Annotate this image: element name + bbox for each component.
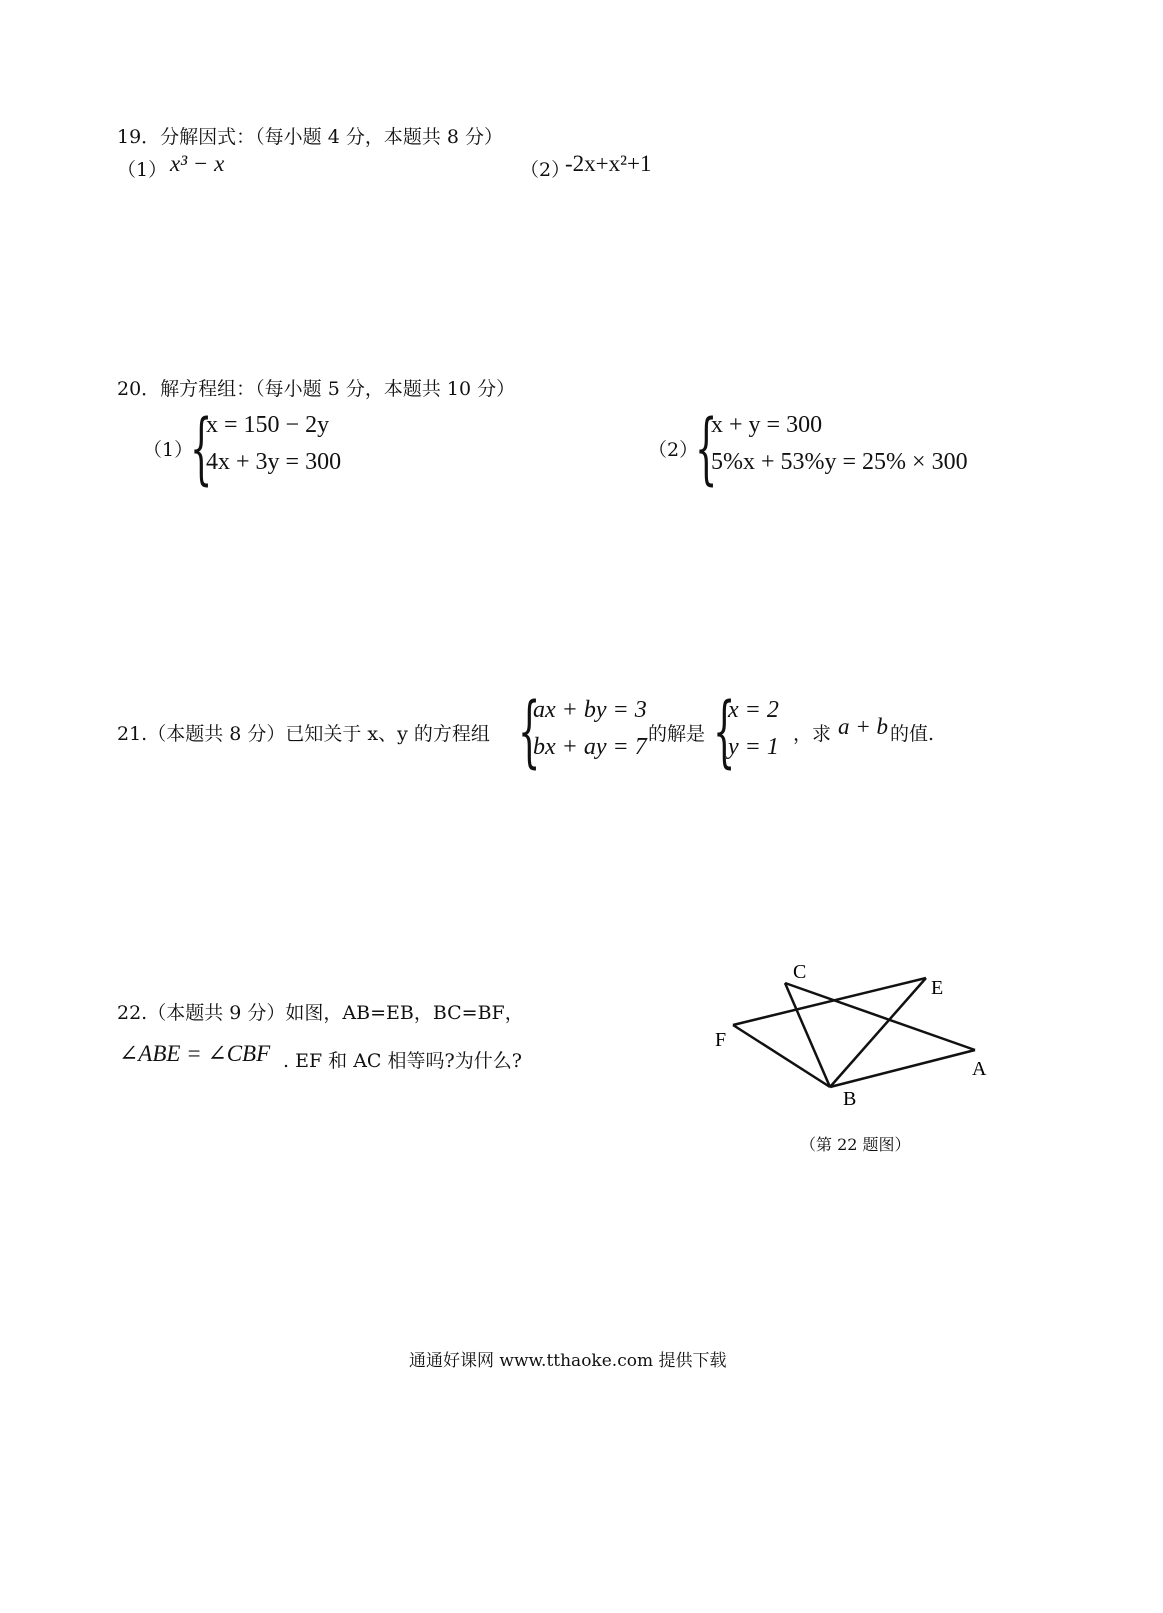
- q21-suffix-expression: a + b: [838, 714, 889, 739]
- q22-question: . EF 和 AC 相等吗?为什么?: [283, 1050, 522, 1072]
- q21-suffix-end: 的值.: [890, 723, 935, 745]
- q22-angle-expression: ∠ABE = ∠CBF: [119, 1041, 271, 1066]
- segment-AB: [830, 1050, 975, 1087]
- point-label-A: A: [972, 1058, 987, 1080]
- q20-title: 20．解方程组：（每小题 5 分，本题共 10 分）: [117, 378, 516, 400]
- q22-figure-caption: （第 22 题图）: [800, 1135, 911, 1154]
- segment-EF: [733, 978, 926, 1025]
- point-label-C: C: [793, 961, 807, 983]
- q21-system1-equation2: bx + ay = 7: [533, 734, 647, 760]
- segment-CB: [785, 983, 830, 1087]
- segment-FB: [733, 1025, 830, 1087]
- q20-part1-equation2: 4x + 3y = 300: [206, 449, 342, 475]
- q21-system2-brace: {: [713, 687, 736, 777]
- segment-EB: [830, 978, 926, 1087]
- q21-prefix: 21.（本题共 8 分）已知关于 x、y 的方程组: [117, 723, 490, 745]
- q21-middle-text: 的解是: [648, 723, 706, 745]
- point-label-B: B: [843, 1088, 857, 1110]
- q20-part1-equation1: x = 150 − 2y: [206, 412, 330, 438]
- q20-part2-label: （2）: [648, 439, 699, 461]
- q19-part2-label: （2）: [520, 159, 571, 181]
- point-label-E: E: [931, 977, 944, 999]
- q21-system2-equation2: y = 1: [728, 734, 779, 760]
- page-footer: 通通好课网 www.tthaoke.com 提供下载: [409, 1351, 727, 1371]
- q19-title: 19．分解因式：（每小题 4 分，本题共 8 分）: [117, 126, 504, 148]
- q21-system1-brace: {: [518, 687, 541, 777]
- segment-AC: [785, 983, 975, 1050]
- q22-title: 22.（本题共 9 分）如图，AB=EB，BC=BF，: [117, 1002, 524, 1024]
- q19-part1-label: （1）: [117, 159, 168, 181]
- q20-part2-brace: {: [695, 404, 718, 494]
- q21-suffix-start: ，求: [793, 723, 832, 745]
- q20-part1-label: （1）: [143, 439, 194, 461]
- q21-system1-equation1: ax + by = 3: [533, 697, 647, 723]
- q19-part1-expression: x³ − x: [170, 151, 225, 176]
- point-label-F: F: [715, 1029, 727, 1051]
- q20-part2-equation1: x + y = 300: [711, 412, 823, 438]
- q21-system2-equation1: x = 2: [728, 697, 779, 723]
- q20-part2-equation2: 5%x + 53%y = 25% × 300: [711, 449, 968, 475]
- q20-part1-brace: {: [190, 404, 213, 494]
- q19-part2-expression: -2x+x²+1: [565, 151, 652, 176]
